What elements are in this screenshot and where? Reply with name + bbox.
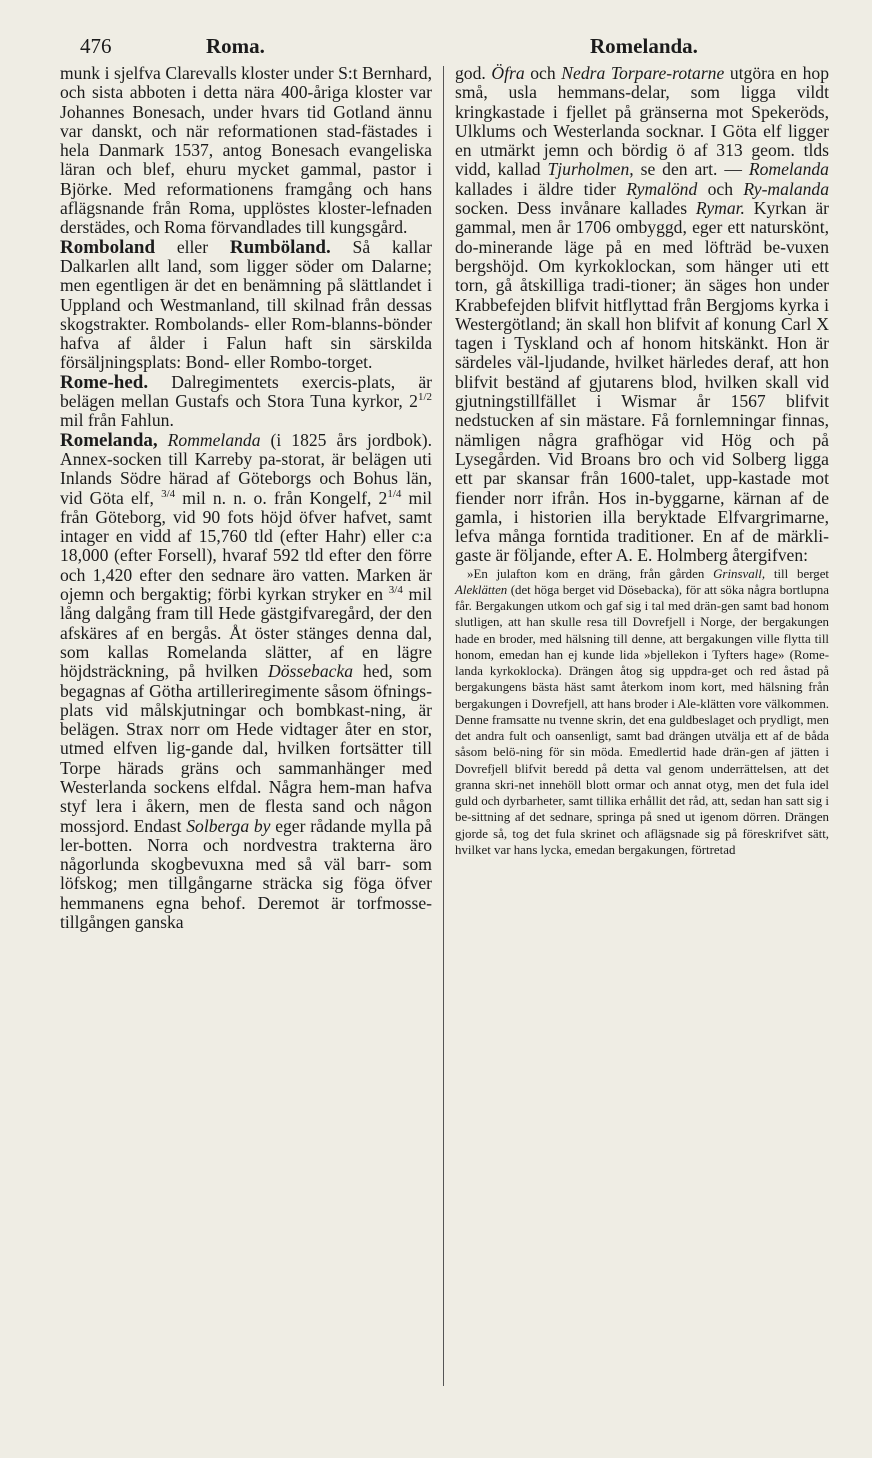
roma-entry-continuation: munk i sjelfva Clarevalls kloster under S:t Bernhard, och sista abboten i detta nära 400-åriga kloster var Johannes Bonesach, under hvars tid Gotland ännu var danskt, och när reformationen stad-fästades i hela Danmark 1537, antog Bonesach evangeliska läran och blef, ehuru mycket gammal, pastor i Björke. Med reformationens framgång och hans aflägsnande från Roma, upplöstes kloster-lefnaden derstädes, och Roma förvandlades till kungsgård. [60,63,432,238]
running-head-left: Roma. [206,34,265,58]
entry-term: Romelanda, [60,429,158,451]
entry-term: Rome-hed. [60,371,149,393]
right-column [455,64,829,858]
legend-quote: »En julafton kom en dräng, från gården Grinsvall, till berget Aleklätten (det höga berget vid Dösebacka), för att söka några bortlupna får. Bergakungen utkom och gaf sig i tal med drän-gen samt bad honom slutligen, att han skulle resa till Dovrefjell i Norge, der bergakungen hade en broder, med hälsning till denne, att bergakungen ville flytta till honom, emedan han ej kunde lida »bjellekon i Tyfters hage» (Rome-landa kyrkoklocka). Drängen åtog sig uppdra-get och red åstad på bergakungens bästa häst samt återkom inom kort, med hälsning från bergakungen i Dovrefjell, att hans broder i Ale-klätten vore välkommen. Denne framsatte nu tvenne skrin, det ena guldbeslaget och prydligt, men det andra fult och oansenligt, samt bad drängen utvälja ett af de båda såsom belö-ning för sin möda. Emedlertid hade drän-gen af jätten i Dovrefjell blifvit beredd på detta val genom underrättelsen, att det granna skri-net innehöll blott ormar och annat otyg, men det fula idel guld och dyrbarheter, samt tillika erhållit det råd, att, sedan han satt sig i be-sittning af det sednare, springa på sned ut igenom dörren. Drängen gjorde så, tog det fula skrinet och aflägsnade sig på föreskrifvet sätt, hvilket var hans lycka, emedan bergakungen, förtretad [455,566,829,857]
romelanda-entry-continuation: god. Öfra och Nedra Torpare-rotarne utgöra en hop små, usla hemmans-delar, som ligga vildt kringkastade i fjellet på gränserna mot Spekeröds, Ulklums och Westerlanda socknar. I Göta elf ligger en utmärkt jemn och bördig ö af 313 geom. tlds vidd, kallad Tjurholmen, se den art. — Romelanda kallades i äldre tider Rymalönd och Ry-malanda socken. Dess invånare kallades Rymar. Kyrkan är gammal, men år 1706 ombyggd, eger ett naturskönt, do-minerande läge på en med löfträd be-vuxen bergshöjd. Om kyrkoklockan, som hänger uti ett torn, gå åtskilliga tradi-tioner; än säges hon under Krabbefejden blifvit hitflyttad från Bergjoms kyrka i Westergötland; än skall hon blifvit af konung Carl X tagen i Tyskland och af honom hitskänkt. Hon är särdeles väl-ljudande, hvilket härledes deraf, att hon blifvit beständ af gjutarens blod, hvilken skall vid gjutningstillfället i Wismar år 1567 blifvit nedstucken af sin mästare. Få fornlemningar finnas, nämligen några grafhögar vid Hög och på Lysegården. Vid Broans bro och vid Solberg ligga ett par skansar från 1600-talet, upp-kastade mot fiender norr ifrån. Hos in-byggarne, kärnan af de gamla, i historien illa beryktade Elfvargrimarne, lefva många forntida traditioner. En af de märkli-gaste är följande, efter A. E. Holmberg återgifven: [455,63,830,566]
rome-hed-entry: Rome-hed. Dalregimentets exercis-plats, är belägen mellan Gustafs och Stora Tuna kyrkor, $2^{1/2}$ mil från Fahlun. [60,371,432,431]
page-number: 476 [80,34,112,58]
column-divider [443,66,444,1386]
romelanda-entry: Romelanda, Rommelanda (i 1825 års jordbok). Annex-socken till Karreby pa-storat, är belägen uti Inlands Södre härad af Göteborgs och Bohus län, vid Göta elf, $^{3/4}$ mil n. n. o. från Kongelf, $2^{1/4}$ mil från Göteborg, vid 90 fots höjd öfver hafvet, samt intager en vidd af 15,760 tld (efter Hahr) eller c:a 18,000 (efter Forsell), hvaraf 592 tld efter den förre och 1,420 efter den sednare äro vatten. Marken är ojemn och bergaktig; förbi kyrkan stryker en $^{3/4}$ mil lång dalgång fram till Hede gästgifvaregård, der den afskäres af en bergås. Åt öster stänges denna dal, som kallas Romelanda slätter, af en lägre höjdsträckning, på hvilken Dössebacka hed, som begagnas af Götha artilleriregimente såsom öfnings-plats vid målskjutningar och bombkast-ning, är belägen. Strax norr om Hede vidtager åter en stor, utmed elfven lig-gande dal, hvilken fortsätter till Torpe härads gräns och sammanhänger med Westerlanda sockens elfdal. Några hem-man hafva styf lera i åkern, men de flesta sand och någon mossjord. Endast Solberga by eger rådande mylla på ler-botten. Norra och nordvestra trakterna äro någorlunda skogbevuxna med så väl barr- som löfskog; men tillgångarne sträcka sig föga öfver hemmanens egna behof. Deremot är torfmosse-tillgången ganska [60,429,432,933]
running-head-right: Romelanda. [590,34,698,58]
entry-term: Romboland [60,236,156,258]
romboland-entry: Romboland eller Rumböland. Så kallar Dalkarlen allt land, som ligger söder om Dalarne; men egentligen är det en benämning på slättlandet i Uppland och Westmanland, till skilnad från dessas skogstrakter. Rombolands- eller Rom-blanns-bönder hafva af ålder i Falun haft sin särskilda försäljningsplats: Bond- eller Rombo-torget. [60,236,432,373]
left-column [60,64,432,932]
entry-term-alt: Rumböland. [229,236,331,258]
